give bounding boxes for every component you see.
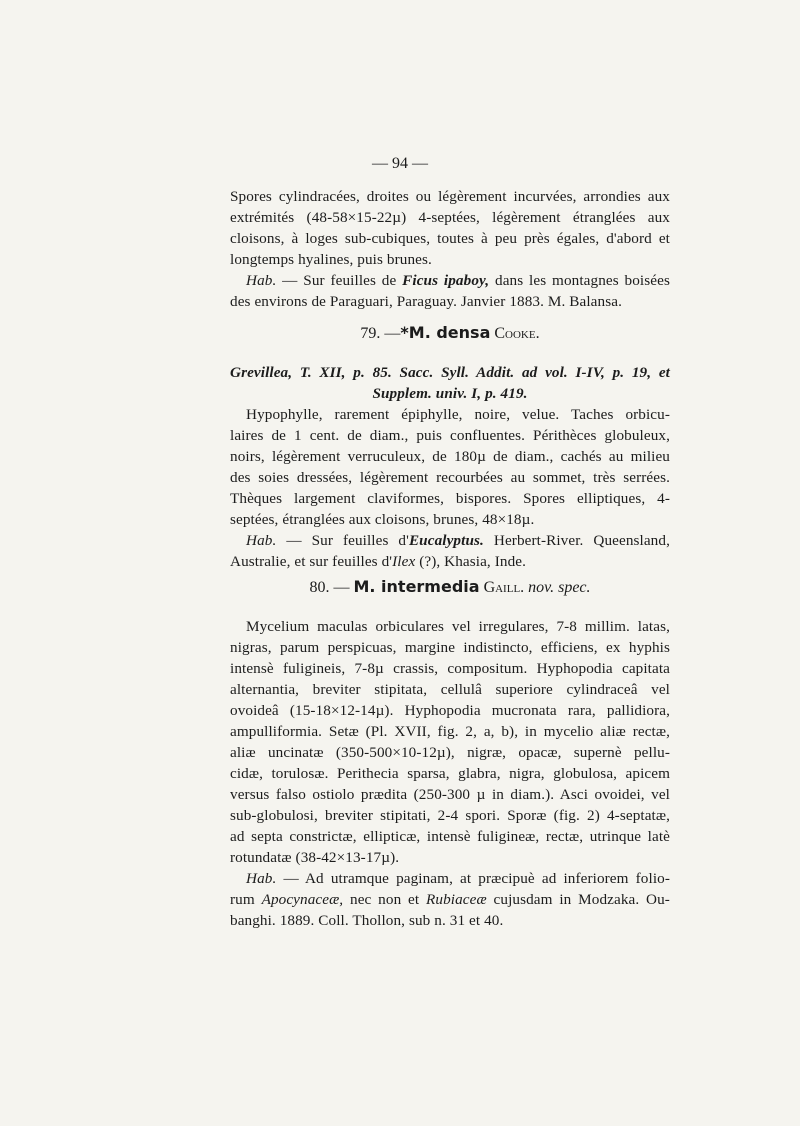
text-line: aliæ uncinatæ (350-500×10-12µ), nigræ, opacæ, supernè pellu-	[230, 744, 670, 761]
reference-line: Supplem. univ. I, p. 419.	[372, 385, 528, 402]
text-line: alternantia, breviter stipitata, cellulâ superiore cylindraceâ vel	[230, 681, 670, 698]
host-name: Apocynaceæ,	[261, 891, 344, 908]
text-line: longtemps hyalines, puis brunes.	[230, 251, 432, 268]
heading-dash: —	[384, 325, 401, 342]
host-name: Eucalyptus.	[408, 532, 484, 549]
hab-label: Hab.	[246, 272, 277, 289]
text-line: Thèques largement claviformes, bispores. Spores elliptiques, 4-	[230, 490, 670, 507]
hab-label: Hab.	[246, 532, 277, 549]
entry-number: 80.	[309, 579, 330, 596]
species-name: M. intermedia	[353, 577, 480, 596]
entry-78-continuation	[230, 186, 670, 312]
hab-text: rum	[230, 891, 255, 908]
text-line: Hypophylle, rarement épiphylle, noire, velue. Taches orbicu-	[246, 406, 670, 423]
text-line: cloisons, à loges sub-cubiques, toutes à peu près égales, d'abord et	[230, 230, 670, 247]
host-name: Ilex	[392, 553, 416, 570]
text-line: extrémités (48-58×15-22µ) 4-septées, légèrement étranglées aux	[230, 209, 670, 226]
text-line: nigras, parum perspicuas, margine indistincto, efficiens, ex hyphis	[230, 639, 670, 656]
text-line: Spores cylindracées, droites ou légèrement incurvées, arrondies aux	[230, 188, 670, 205]
species-status: nov. spec.	[528, 579, 591, 596]
entry-80-body	[230, 616, 670, 931]
hab-text: cujusdam in Modzaka. Ou-	[493, 891, 670, 908]
hab-text: Herbert-River. Queensland,	[493, 532, 670, 549]
species-author: Gaill.	[483, 579, 525, 596]
habitat-line	[230, 530, 670, 551]
species-author: Cooke.	[494, 325, 540, 342]
page-number: — 94 —	[372, 155, 428, 172]
hab-text: nec non et	[350, 891, 420, 908]
hab-prep: d'	[381, 553, 393, 570]
hab-text: — Sur feuilles	[286, 532, 389, 549]
hab-prep: d'	[398, 532, 409, 549]
host-name: Rubiaceæ	[426, 891, 487, 908]
reference-line: Grevillea, T. XII, p. 85. Sacc. Syll. Addit. ad vol. I-IV, p. 19, et	[230, 364, 670, 381]
habitat-line	[230, 868, 670, 889]
text-line: intensè fuligineis, 7-8µ crassis, compositum. Hyphopodia capitata	[230, 660, 670, 677]
habitat-line: banghi. 1889. Coll. Thollon, sub n. 31 et 40.	[230, 912, 504, 929]
text-line: ampulliformia. Setæ (Pl. XVII, fig. 2, a, b), in mycelio aliæ rectæ,	[230, 723, 670, 740]
habitat-line	[230, 889, 670, 910]
text-line: Mycelium maculas orbiculares vel irregulares, 7-8 millim. latas,	[246, 618, 670, 635]
entry-80-heading	[230, 576, 670, 599]
hab-text: (?), Khasia, Inde.	[419, 553, 527, 570]
text-line: cidæ, torulosæ. Perithecia sparsa, glabra, nigra, globulosa, apicem	[230, 765, 670, 782]
text-line: versus falso ostiolo prædita (250-300 µ in diam.). Asci ovoidei, vel	[230, 786, 670, 803]
text-line: noirs, légèrement verruculeux, de 180µ de diam., cachés au milieu	[230, 448, 670, 465]
entry-79-body	[230, 362, 670, 572]
text-line: laires de 1 cent. de diam., puis confluentes. Périthèces globuleux,	[230, 427, 670, 444]
hab-label: Hab.	[246, 870, 277, 887]
text-line: ovoideâ (15-18×12-14µ). Hyphopodia mucronata rara, pallidiora,	[230, 702, 670, 719]
text-line: des soies dressées, légèrement recourbées au sommet, très serrées.	[230, 469, 670, 486]
habitat-line	[230, 270, 670, 291]
heading-dash: —	[333, 579, 350, 596]
species-name: *M. densa	[400, 323, 491, 342]
hab-text: — Sur feuilles de	[282, 272, 397, 289]
entry-number: 79.	[360, 325, 381, 342]
entry-79-heading	[230, 322, 670, 345]
text-line: septées, étranglées aux cloisons, brunes, 48×18µ.	[230, 511, 535, 528]
hab-text: — Ad utramque paginam, at præcipuè ad inferiorem folio-	[283, 870, 670, 887]
host-name: Ficus ipaboy,	[402, 272, 490, 289]
text-line: sub-globulosi, breviter stipitati, 2-4 spori. Sporæ (fig. 2) 4-septatæ,	[230, 807, 670, 824]
text-line: rotundatæ (38-42×13-17µ).	[230, 849, 400, 866]
text-line: ad septa constrictæ, ellipticæ, intensè fuligineæ, rectæ, utrinque latè	[230, 828, 670, 845]
habitat-line: des environs de Paraguari, Paraguay. Janvier 1883. M. Balansa.	[230, 293, 622, 310]
habitat-line	[230, 551, 670, 572]
hab-text: dans les montagnes boisées	[495, 272, 670, 289]
hab-text: Australie, et sur feuilles	[230, 553, 378, 570]
